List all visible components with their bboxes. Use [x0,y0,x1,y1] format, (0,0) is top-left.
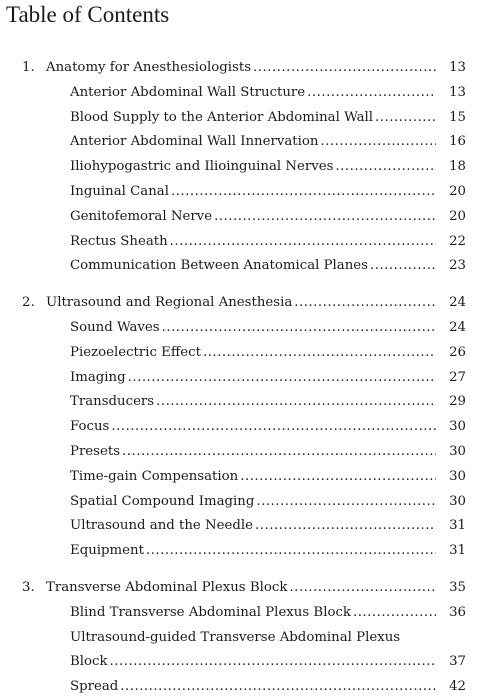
toc-entry[interactable] [0,205,500,230]
page-number: 20 [449,208,466,224]
toc-entry[interactable] [0,675,500,700]
entry-title: Transducers [70,394,155,410]
dot-leader [256,490,436,515]
dot-leader [214,205,436,230]
toc-chapter-2[interactable] [0,291,500,316]
entry-title: Equipment [70,543,144,559]
page-number: 37 [449,654,466,670]
entry-title: Spatial Compound Imaging [70,493,255,509]
dot-leader [353,601,436,626]
page-number: 35 [449,579,466,595]
dot-leader [370,254,436,279]
entry-title: Time-gain Compensation [70,468,239,484]
dot-leader [171,180,436,205]
page-number: 30 [449,468,466,484]
chapter-number: 2. [22,295,35,311]
entry-title: Anterior Abdominal Wall Innervation [70,134,319,150]
entry-title: Communication Between Anatomical Planes [70,258,368,274]
page-number: 29 [449,394,466,410]
toc-list [0,56,500,700]
dot-leader [375,106,436,131]
dot-leader [110,650,436,675]
page-number: 31 [449,518,466,534]
toc-entry[interactable] [0,390,500,415]
toc-entry[interactable] [0,180,500,205]
toc-entry[interactable] [0,81,500,106]
page-number: 20 [449,183,466,199]
dot-leader [146,539,436,564]
entry-title: Ultrasound and the Needle [70,518,254,534]
dot-leader [156,390,436,415]
toc-entry[interactable] [0,230,500,255]
entry-title: Rectus Sheath [70,233,168,249]
page-number: 23 [449,258,466,274]
page-number: 36 [449,604,466,620]
dot-leader [335,155,436,180]
entry-title: Imaging [70,369,126,385]
dot-leader [307,81,436,106]
entry-title: Piezoelectric Effect [70,344,201,360]
toc-entry[interactable] [0,366,500,391]
entry-title: Anterior Abdominal Wall Structure [70,84,306,100]
toc-entry-wrapped-title[interactable]: Ultrasound-guided Transverse Abdominal Plexus [70,629,401,645]
toc-entry[interactable] [0,539,500,564]
dot-leader [122,440,436,465]
entry-title: Inguinal Canal [70,183,169,199]
toc-entry[interactable] [0,155,500,180]
page-number: 30 [449,493,466,509]
toc-entry[interactable] [0,254,500,279]
page-number: 30 [449,419,466,435]
entry-title: Genitofemoral Nerve [70,208,213,224]
toc-entry[interactable] [0,650,500,675]
entry-title: Blood Supply to the Anterior Abdominal Wall [70,109,374,125]
dot-leader [253,56,436,81]
toc-entry[interactable] [0,106,500,131]
page-number: 13 [449,84,466,100]
toc-entry[interactable] [0,341,500,366]
page-number: 24 [449,319,466,335]
toc-entry[interactable] [0,316,500,341]
page-number: 26 [449,344,466,360]
dot-leader [320,130,436,155]
dot-leader [255,514,436,539]
dot-leader [162,316,436,341]
chapter-title: Transverse Abdominal Plexus Block [46,579,288,595]
entry-title: Focus [70,419,110,435]
toc-entry[interactable] [0,440,500,465]
toc-entry[interactable] [0,465,500,490]
page-number: 24 [449,295,466,311]
toc-entry[interactable] [0,130,500,155]
page-number: 18 [449,159,466,175]
page-number: 31 [449,543,466,559]
chapter-number: 3. [22,579,35,595]
dot-leader [128,366,436,391]
entry-title: Sound Waves [70,319,160,335]
dot-leader [111,415,436,440]
toc-entry[interactable] [0,514,500,539]
page-number: 16 [449,134,466,150]
page-number: 27 [449,369,466,385]
chapter-title: Anatomy for Anesthesiologists [46,60,252,75]
page-number: 30 [449,443,466,459]
entry-title: Spread [70,679,119,695]
page-number: 42 [449,679,466,695]
toc-chapter-3[interactable] [0,576,500,601]
entry-title: Blind Transverse Abdominal Plexus Block [70,604,351,620]
entry-title-continued: Block [70,654,108,670]
toc-chapter-1[interactable] [0,56,500,81]
dot-leader [203,341,436,366]
page-title: Table of Contents [6,2,170,27]
chapter-number: 1. [22,60,35,75]
toc-entry[interactable] [0,415,500,440]
chapter-title: Ultrasound and Regional Anesthesia [46,295,293,311]
page-number: 13 [449,60,466,75]
page-number: 15 [449,109,466,125]
entry-title: Iliohypogastric and Ilioinguinal Nerves [70,159,334,175]
dot-leader [240,465,436,490]
dot-leader [170,230,436,255]
dot-leader [289,576,436,601]
toc-entry[interactable] [0,601,500,626]
dot-leader [294,291,436,316]
toc-entry[interactable] [0,490,500,515]
entry-title: Presets [70,443,121,459]
page-number: 22 [449,233,466,249]
dot-leader [120,675,436,700]
